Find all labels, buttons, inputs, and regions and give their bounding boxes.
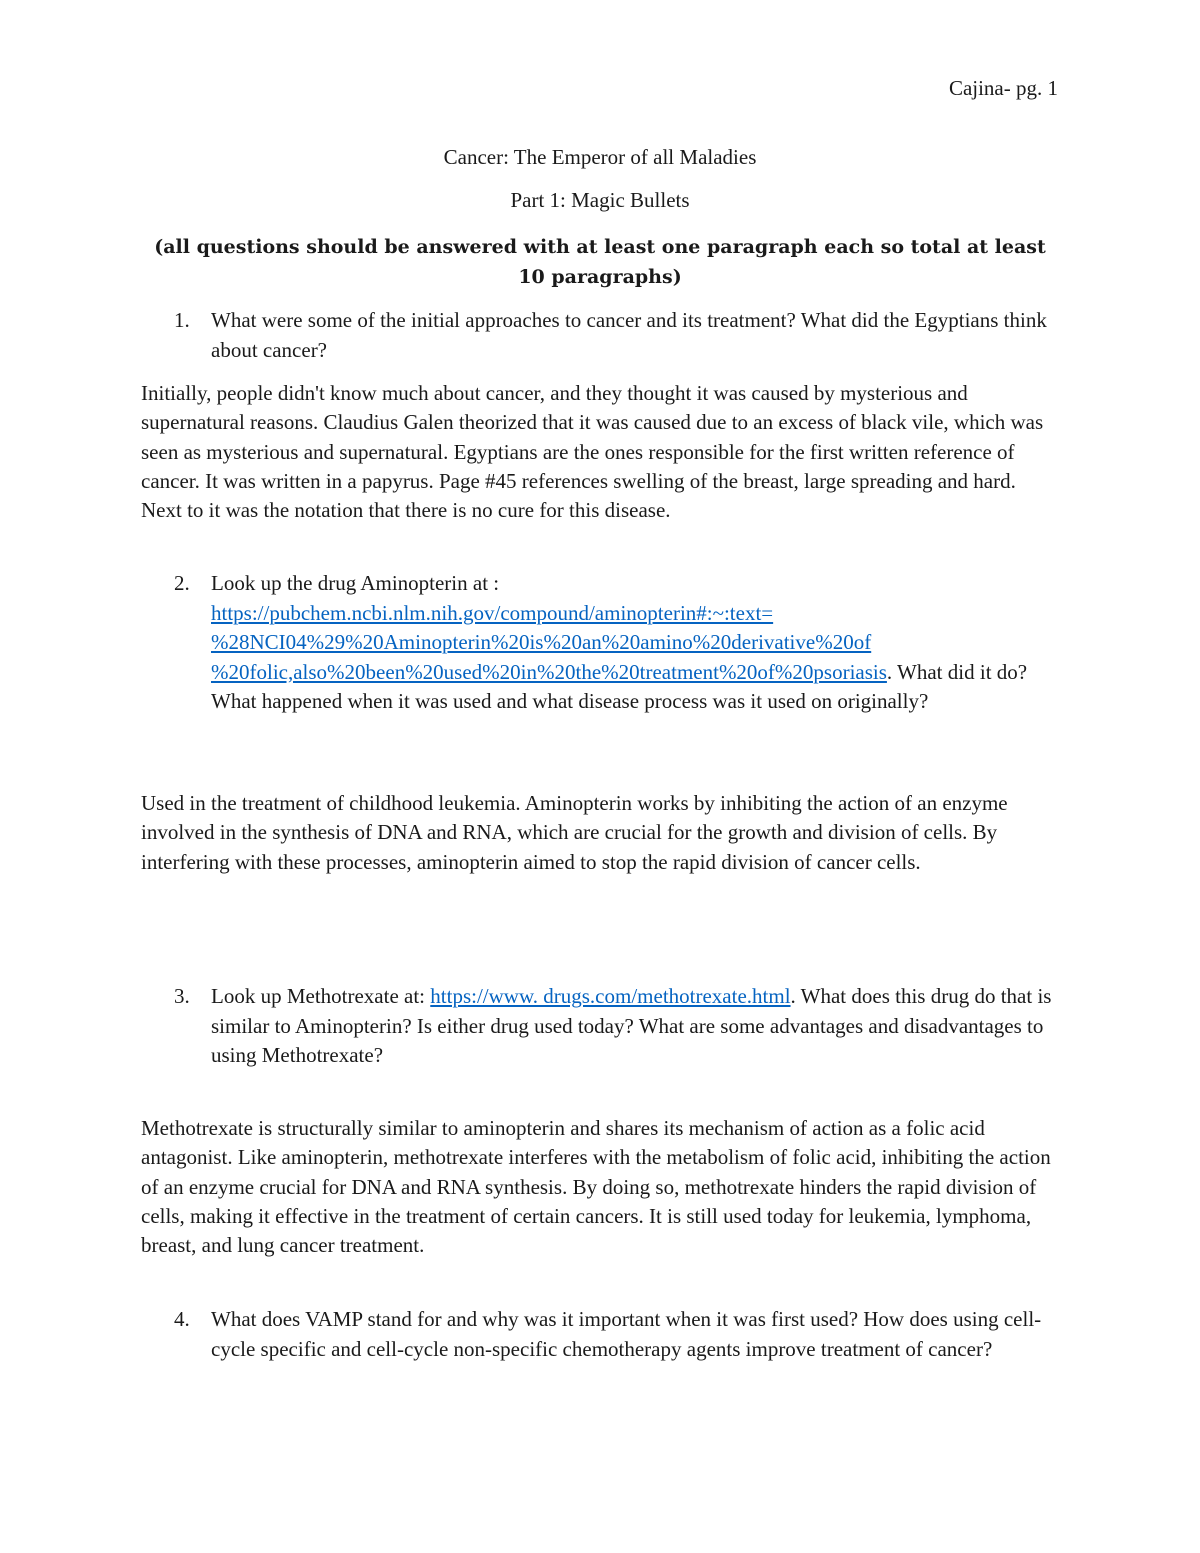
methotrexate-link[interactable]: https://www. drugs.com/methotrexate.html — [430, 984, 791, 1008]
document-subtitle: Part 1: Magic Bullets — [510, 188, 690, 212]
page-header-label: Cajina- pg. 1 — [948, 76, 1058, 100]
question-text-before-link: Look up Methotrexate at: — [211, 984, 431, 1008]
instructions-text: (all questions should be answered with at least one paragraph each so total at least 10 paragraphs) — [154, 236, 1046, 288]
question-number: 3. — [174, 984, 190, 1008]
question-2 — [174, 569, 1054, 717]
aminopterin-link-line-3[interactable]: %20folic,also%20been%20used%20in%20the%20treatment%20of%20psoriasis — [211, 659, 887, 684]
question-text-after-link: . What does this drug do that is similar to Aminopterin? Is either drug used today? What are some advantages and disadvantages to using Methotrexate? — [211, 984, 1052, 1067]
answer-1: Initially, people didn't know much about cancer, and they thought it was caused by mysterious and supernatural reasons. Claudius Galen theorized that it was caused due to an excess of black vile, which was seen as mysterious and supernatural. Egyptians are the ones responsible for the first written reference of cancer. It was written in a papyrus. Page #45 references swelling of the breast, large spreading and hard. Next to it was the notation that there is no cure for this disease. — [141, 381, 1044, 523]
answer-3: Methotrexate is structurally similar to aminopterin and shares its mechanism of action as a folic acid antagonist. Like aminopterin, methotrexate interferes with the metabolism of folic acid, inhibiting the action of an enzyme crucial for DNA and RNA synthesis. By doing so, methotrexate hinders the rapid division of cells, making it effective in the treatment of certain cancers. It is still used today for leukemia, lymphoma, breast, and lung cancer treatment. — [141, 1116, 1051, 1258]
answer-2: Used in the treatment of childhood leukemia. Aminopterin works by inhibiting the action of an enzyme involved in the synthesis of DNA and RNA, which are crucial for the growth and division of cells. By interfering with these processes, aminopterin aimed to stop the rapid division of cancer cells. — [141, 791, 1008, 874]
question-text-after-link: . What did it do? What happened when it was used and what disease process was it used on originally? — [211, 659, 1028, 713]
question-text: What does VAMP stand for and why was it important when it was first used? How does using cell-cycle specific and cell-cycle non-specific chemotherapy agents improve treatment of cancer? — [211, 1307, 1042, 1361]
question-number: 1. — [174, 308, 190, 332]
question-text: What were some of the initial approaches to cancer and its treatment? What did the Egyptians think about cancer? — [211, 308, 1047, 362]
question-text — [211, 982, 1054, 1071]
question-4 — [174, 1305, 1054, 1364]
question-3 — [174, 982, 1054, 1071]
question-number: 2. — [174, 571, 190, 595]
aminopterin-link[interactable]: https://pubchem.ncbi.nlm.nih.gov/compound/aminopterin#:~:text= — [211, 600, 774, 625]
document-title: Cancer: The Emperor of all Maladies — [443, 145, 757, 169]
question-text-before-link: Look up the drug Aminopterin at : — [211, 571, 500, 595]
question-1 — [174, 306, 1054, 365]
aminopterin-link-line-2[interactable]: %28NCI04%29%20Aminopterin%20is%20an%20amino%20derivative%20of — [211, 630, 872, 654]
question-number: 4. — [174, 1307, 190, 1331]
question-text — [211, 569, 1054, 717]
